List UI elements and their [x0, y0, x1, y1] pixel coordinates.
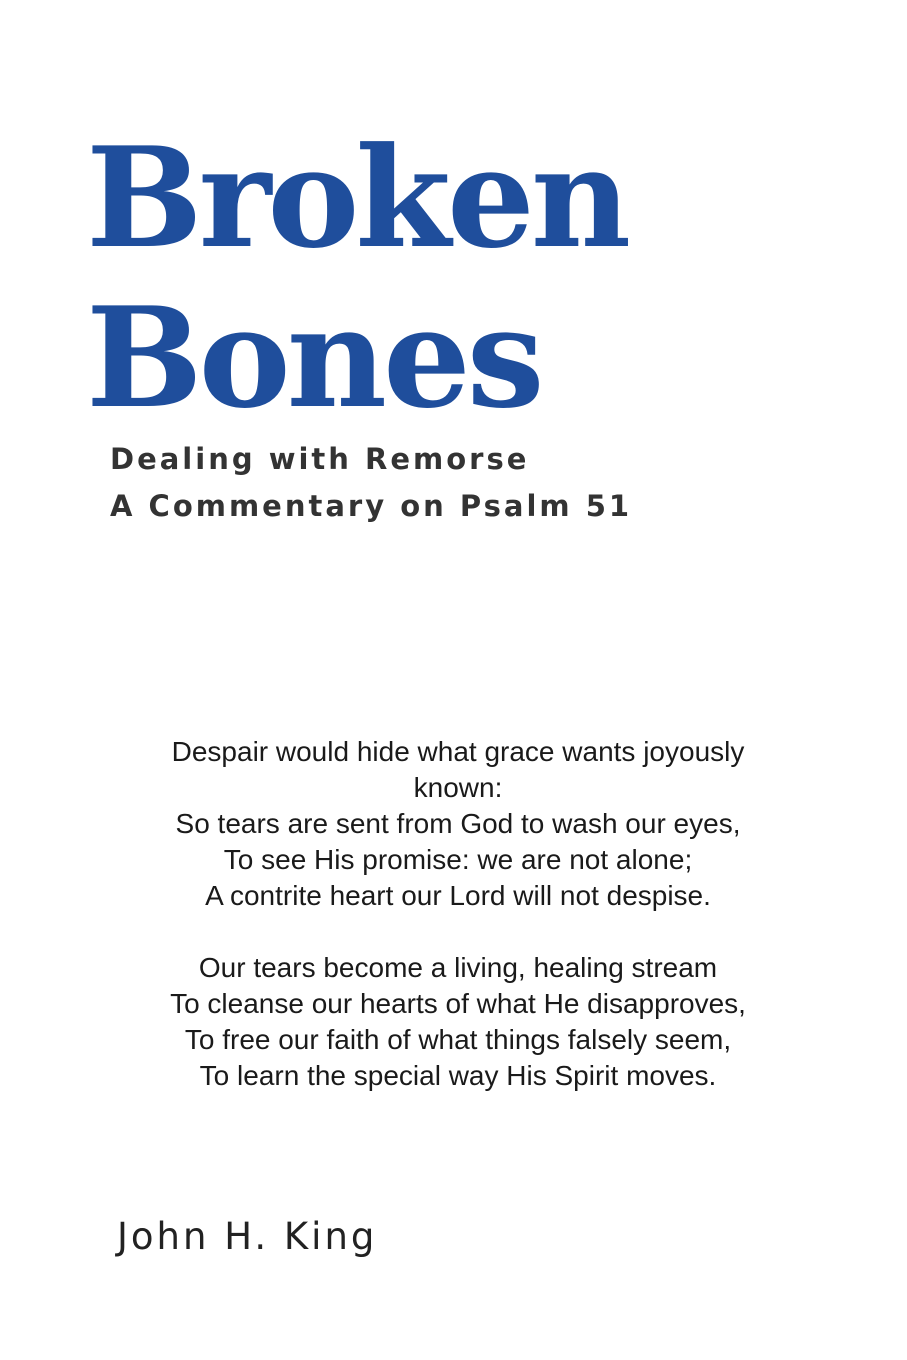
poem-line: Our tears become a living, healing stream — [198, 952, 718, 983]
poem-line: A contrite heart our Lord will not despise. — [205, 880, 711, 911]
poem-line: To see His promise: we are not alone; — [223, 844, 693, 875]
book-subtitle — [110, 436, 632, 530]
poem-line: To learn the special way His Spirit moves. — [199, 1060, 717, 1091]
subtitle-line-1: Dealing with Remorse — [110, 442, 530, 476]
title-line-2: Bones — [86, 276, 541, 439]
book-title — [86, 118, 627, 438]
poem-stanza-1 — [100, 734, 816, 914]
poem-line: Despair would hide what grace wants joyously — [171, 736, 745, 767]
poem-stanza-2 — [100, 950, 816, 1094]
author-name: John H. King — [117, 1215, 378, 1258]
poem-line: So tears are sent from God to wash our eyes, — [175, 808, 741, 839]
title-line-1: Broken — [86, 116, 628, 279]
poem-line: To free our faith of what things falsely seem, — [184, 1024, 732, 1055]
subtitle-line-2: A Commentary on Psalm 51 — [110, 489, 633, 523]
poem-line: known: — [413, 772, 503, 803]
poem — [100, 734, 816, 1130]
poem-line: To cleanse our hearts of what He disapproves, — [170, 988, 746, 1019]
